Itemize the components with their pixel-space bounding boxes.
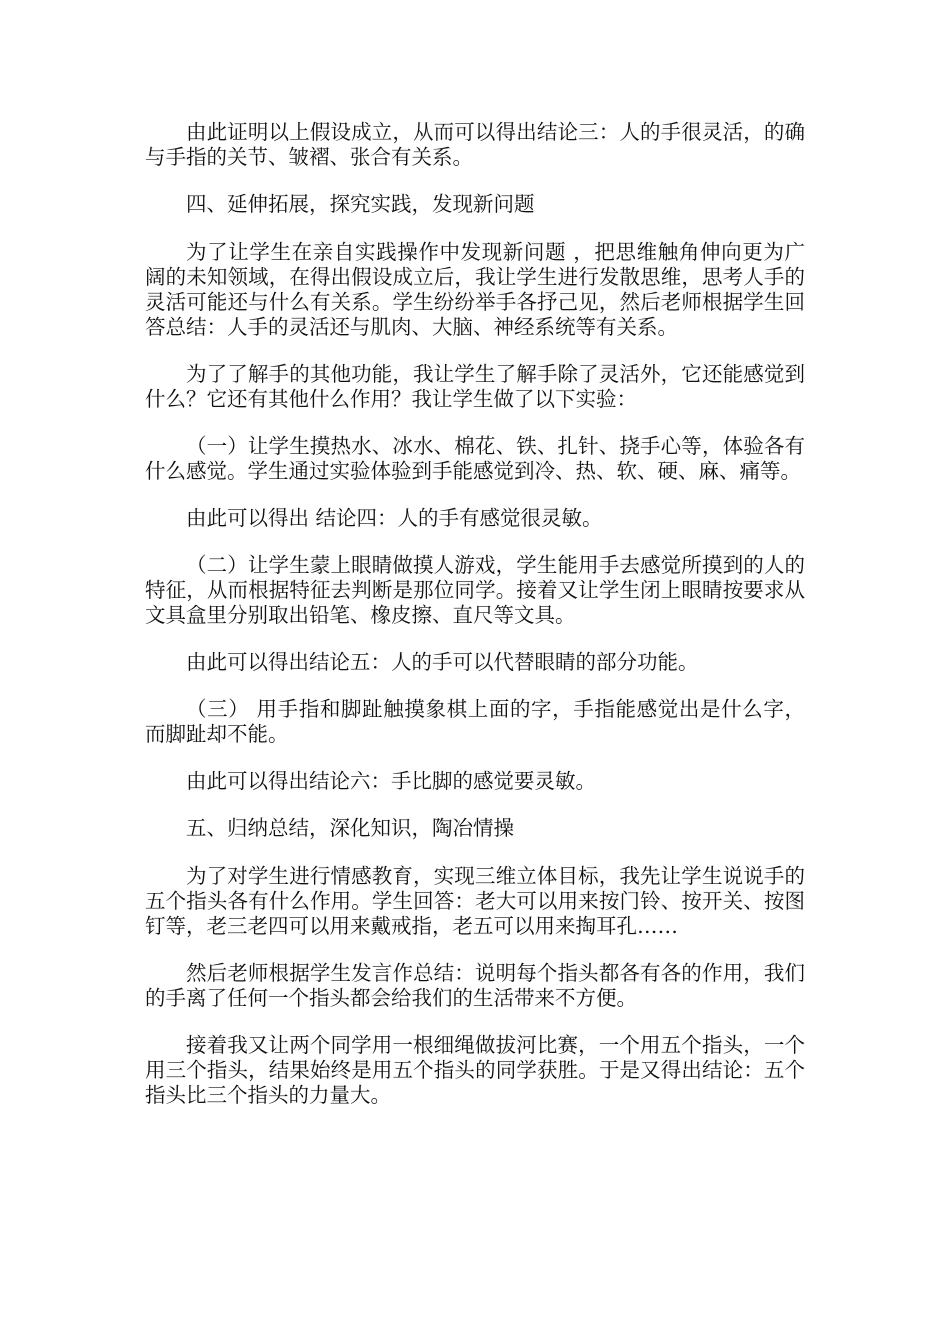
paragraph-experiment-one: （一）让学生摸热水、冰水、棉花、铁、扎针、挠手心等，体验各有什么感觉。学生通过实验体验到手能感觉到冷、热、软、硬、麻、痛等。 bbox=[145, 434, 805, 483]
paragraph-conclusion-three: 由此证明以上假设成立，从而可以得出结论三：人的手很灵活，的确与手指的关节、皱褶、张合有关系。 bbox=[145, 120, 805, 169]
paragraph-experiment-two: （二）让学生蒙上眼睛做摸人游戏，学生能用手去感觉所摸到的人的特征，从而根据特征去判断是那位同学。接着又让学生闭上眼睛按要求从文具盒里分别取出铅笔、橡皮擦、直尺等文具。 bbox=[145, 553, 805, 627]
paragraph-divergent-thinking: 为了让学生在亲自实践操作中发现新问题 ，把思维触角伸向更为广阔的未知领域，在得出假设成立后，我让学生进行发散思维，思考人手的灵活可能还与什么有关系。学生纷纷举手各抒己见，然后老师根据学生回答总结：人手的灵活还与肌肉、大脑、神经系统等有关系。 bbox=[145, 240, 805, 339]
document-page bbox=[145, 120, 805, 1130]
paragraph-conclusion-six: 由此可以得出结论六：手比脚的感觉要灵敏。 bbox=[186, 769, 596, 793]
paragraph-five-fingers: 为了对学生进行情感教育，实现三维立体目标，我先让学生说说手的五个指头各有什么作用。学生回答：老大可以用来按门铃、按开关、按图钉等，老三老四可以用来戴戒指，老五可以用来掏耳孔…… bbox=[145, 864, 805, 938]
paragraph-hand-functions: 为了了解手的其他功能，我让学生了解手除了灵活外，它还能感觉到什么？它还有其他什么作用？我让学生做了以下实验： bbox=[145, 362, 805, 411]
paragraph-tug-of-war: 接着我又让两个同学用一根细绳做拔河比赛，一个用五个指头，一个用三个指头，结果始终是用五个指头的同学获胜。于是又得出结论：五个指头比三个指头的力量大。 bbox=[145, 1033, 805, 1107]
paragraph-conclusion-four: 由此可以得出 结论四：人的手有感觉很灵敏。 bbox=[186, 506, 603, 530]
paragraph-teacher-summary: 然后老师根据学生发言作总结：说明每个指头都各有各的作用，我们的手离了任何一个指头都会给我们的生活带来不方便。 bbox=[145, 961, 805, 1010]
section-heading-four: 四、延伸拓展，探究实践，发现新问题 bbox=[186, 192, 535, 216]
paragraph-experiment-three: （三） 用手指和脚趾触摸象棋上面的字，手指能感觉出是什么字，而脚趾却不能。 bbox=[145, 697, 805, 746]
section-heading-five: 五、归纳总结，深化知识，陶冶情操 bbox=[186, 816, 514, 840]
paragraph-conclusion-five: 由此可以得出结论五：人的手可以代替眼睛的部分功能。 bbox=[186, 650, 699, 674]
